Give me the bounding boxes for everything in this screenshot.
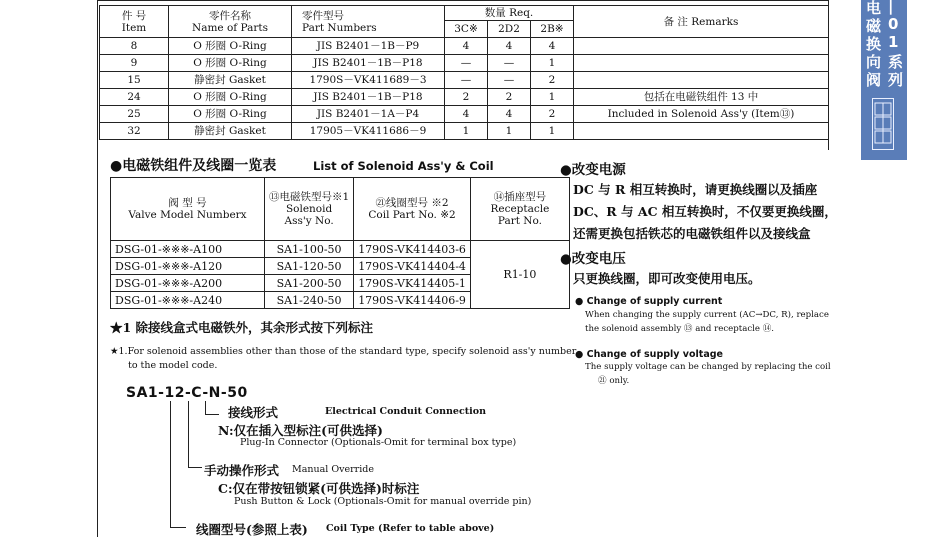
table-row (100, 123, 829, 140)
side-tab-char: 阀 (866, 71, 882, 89)
cell-q2: — (488, 55, 531, 72)
frame-left-border (97, 0, 98, 537)
side-tab-char: 列 (888, 71, 904, 89)
side-tab-char: 向 (866, 53, 882, 71)
header-item: 件 号 Item (100, 6, 169, 38)
cell-remark: 包括在电磁铁组件 13 中 (574, 89, 829, 106)
cell-part: JIS B2401－1B－P9 (292, 38, 445, 55)
cell-solenoid: SA1-120-50 (265, 258, 354, 275)
side-tab-char: 系 (888, 53, 904, 71)
header-qty-3c: 3C※ (445, 21, 488, 38)
header-qty-2b: 2B※ (531, 21, 574, 38)
leader-line-manual-h (188, 467, 202, 468)
conduit-cn: 接线形式 (228, 405, 279, 420)
cell-q1: 1 (445, 123, 488, 140)
cell-name: O 形圈 O-Ring (169, 55, 292, 72)
header-qty: 数量 Req. (445, 6, 574, 21)
side-tab-char: | (888, 0, 894, 15)
conduit-en: Electrical Conduit Connection (325, 406, 486, 417)
cell-remark (574, 72, 829, 89)
header-remarks: 备 注 Remarks (574, 6, 829, 38)
cell-name: 静密封 Gasket (169, 123, 292, 140)
cell-item: 8 (100, 38, 169, 55)
voltage-line1: 只更换线圈，即可改变使用电压。 (573, 271, 761, 286)
cell-q3: 1 (531, 89, 574, 106)
cell-q2: 1 (488, 123, 531, 140)
supply-current-line1: When changing the supply current (AC→DC, R), replace (585, 310, 829, 320)
supply-voltage-title: ● Change of supply voltage (575, 349, 723, 360)
valve-symbol-icon (872, 98, 894, 150)
leader-line-coil-h (170, 527, 186, 528)
cell-remark (574, 55, 829, 72)
model-code: SA1-12-C-N-50 (126, 385, 248, 401)
cell-item: 24 (100, 89, 169, 106)
cell-name: O 形圈 O-Ring (169, 106, 292, 123)
coil-type-cn: 线圈型号(参照上表) (196, 522, 308, 537)
power-title: ●改变电源 (560, 162, 626, 178)
cell-solenoid: SA1-100-50 (265, 241, 354, 258)
cell-q3: 4 (531, 38, 574, 55)
frame-top-border (97, 0, 829, 1)
plug-in-en: Plug-In Connector (Optionals-Omit for terminal box type) (240, 437, 517, 448)
supply-current-title: ● Change of supply current (575, 296, 723, 307)
header-qty-2d2: 2D2 (488, 21, 531, 38)
cell-q2: 4 (488, 106, 531, 123)
cell-coil: 1790S-VK414403-6 (354, 241, 471, 258)
push-button-cn: C:仅在带按钮锁紧(可供选择)时标注 (218, 481, 420, 496)
cell-name: O 形圈 O-Ring (169, 89, 292, 106)
cell-part: 1790S－VK411689－3 (292, 72, 445, 89)
power-line1: DC 与 R 相互转换时，请更换线圈以及插座 (573, 182, 818, 197)
cell-valve: DSG-01-※※※-A120 (111, 258, 265, 275)
coil-table-header (111, 178, 570, 241)
cell-receptacle: R1-10 (470, 241, 569, 309)
leader-line-conduit-h (205, 414, 219, 415)
cell-q3: 2 (531, 72, 574, 89)
header-name: 零件名称 Name of Parts (169, 6, 292, 38)
side-tab-char: 换 (866, 35, 882, 53)
leader-line-manual (188, 401, 189, 468)
cell-valve: DSG-01-※※※-A240 (111, 292, 265, 309)
cell-part: JIS B2401－1A－P4 (292, 106, 445, 123)
cell-remark (574, 123, 829, 140)
cell-solenoid: SA1-200-50 (265, 275, 354, 292)
push-button-en: Push Button & Lock (Optionals-Omit for manual override pin) (234, 496, 532, 507)
coil-section-title-en: List of Solenoid Ass'y & Coil (313, 159, 494, 173)
cell-q2: — (488, 72, 531, 89)
table-row (100, 106, 829, 123)
note1-en-line1: ★1.For solenoid assemblies other than those of the standard type, specify solenoid ass'y number (110, 346, 577, 357)
manual-cn: 手动操作形式 (204, 463, 280, 478)
cell-item: 15 (100, 72, 169, 89)
supply-voltage-line1: The supply voltage can be changed by replacing the coil (585, 362, 831, 372)
cell-item: 9 (100, 55, 169, 72)
manual-en: Manual Override (292, 464, 374, 475)
header-part-number: 零件型号 Part Numbers (292, 6, 445, 38)
coil-type-en: Coil Type (Refer to table above) (326, 523, 495, 534)
table-row (111, 241, 570, 258)
cell-part: JIS B2401－1B－P18 (292, 89, 445, 106)
cell-q1: — (445, 55, 488, 72)
cell-item: 25 (100, 106, 169, 123)
cell-coil: 1790S-VK414405-1 (354, 275, 471, 292)
cell-q2: 2 (488, 89, 531, 106)
note1-cn: ★1 除接线盒式电磁铁外，其余形式按下列标注 (110, 320, 374, 335)
coil-section-title-cn: ●电磁铁组件及线圈一览表 (110, 158, 277, 174)
coil-table (110, 177, 570, 309)
cell-q3: 1 (531, 123, 574, 140)
voltage-title: ●改变电压 (560, 251, 626, 267)
cell-coil: 1790S-VK414404-4 (354, 258, 471, 275)
cell-q3: 1 (531, 55, 574, 72)
supply-current-line2: the solenoid assembly ⑬ and receptacle ⑭. (585, 324, 775, 334)
side-tab-char: 1 (888, 33, 899, 51)
power-line2: DC、R 与 AC 相互转换时，不仅要更换线圈， (573, 204, 837, 219)
parts-table (99, 5, 829, 140)
note1-en-line2: to the model code. (128, 360, 218, 371)
cell-q3: 2 (531, 106, 574, 123)
side-tab-char: 0 (888, 15, 899, 33)
cell-q2: 4 (488, 38, 531, 55)
cell-remark (574, 38, 829, 55)
cell-valve: DSG-01-※※※-A100 (111, 241, 265, 258)
cell-remark: Included in Solenoid Ass'y (Item⑬) (574, 106, 829, 123)
cell-q1: 2 (445, 89, 488, 106)
cell-part: JIS B2401－1B－P18 (292, 55, 445, 72)
cell-solenoid: SA1-240-50 (265, 292, 354, 309)
parts-table-header (100, 6, 829, 21)
cell-q1: 4 (445, 106, 488, 123)
header-coil: ㉑线圈型号 ※2 Coil Part No. ※2 (354, 178, 471, 241)
side-tab-char: 电 (866, 0, 882, 17)
cell-q1: 4 (445, 38, 488, 55)
cell-q1: — (445, 72, 488, 89)
table-row (100, 89, 829, 106)
table-row (100, 55, 829, 72)
leader-line-conduit (205, 401, 206, 415)
table-row (100, 38, 829, 55)
power-line3: 还需更换包括铁芯的电磁铁组件以及接线盒 (573, 226, 811, 241)
cell-valve: DSG-01-※※※-A200 (111, 275, 265, 292)
cell-item: 32 (100, 123, 169, 140)
cell-part: 17905－VK411686－9 (292, 123, 445, 140)
side-tab-char: 磁 (866, 17, 882, 35)
plug-in-cn: N:仅在插入型标注(可供选择) (218, 423, 383, 438)
table-row (100, 72, 829, 89)
header-solenoid: ⑬电磁铁型号※1 Solenoid Ass'y No. (265, 178, 354, 241)
leader-line-coil (170, 401, 171, 528)
cell-name: 静密封 Gasket (169, 72, 292, 89)
supply-voltage-line2: ㉑ only. (598, 376, 630, 386)
header-valve-model: 阀 型 号 Valve Model Numberx (111, 178, 265, 241)
header-receptacle: ⑭插座型号 Receptacle Part No. (470, 178, 569, 241)
cell-coil: 1790S-VK414406-9 (354, 292, 471, 309)
cell-name: O 形圈 O-Ring (169, 38, 292, 55)
